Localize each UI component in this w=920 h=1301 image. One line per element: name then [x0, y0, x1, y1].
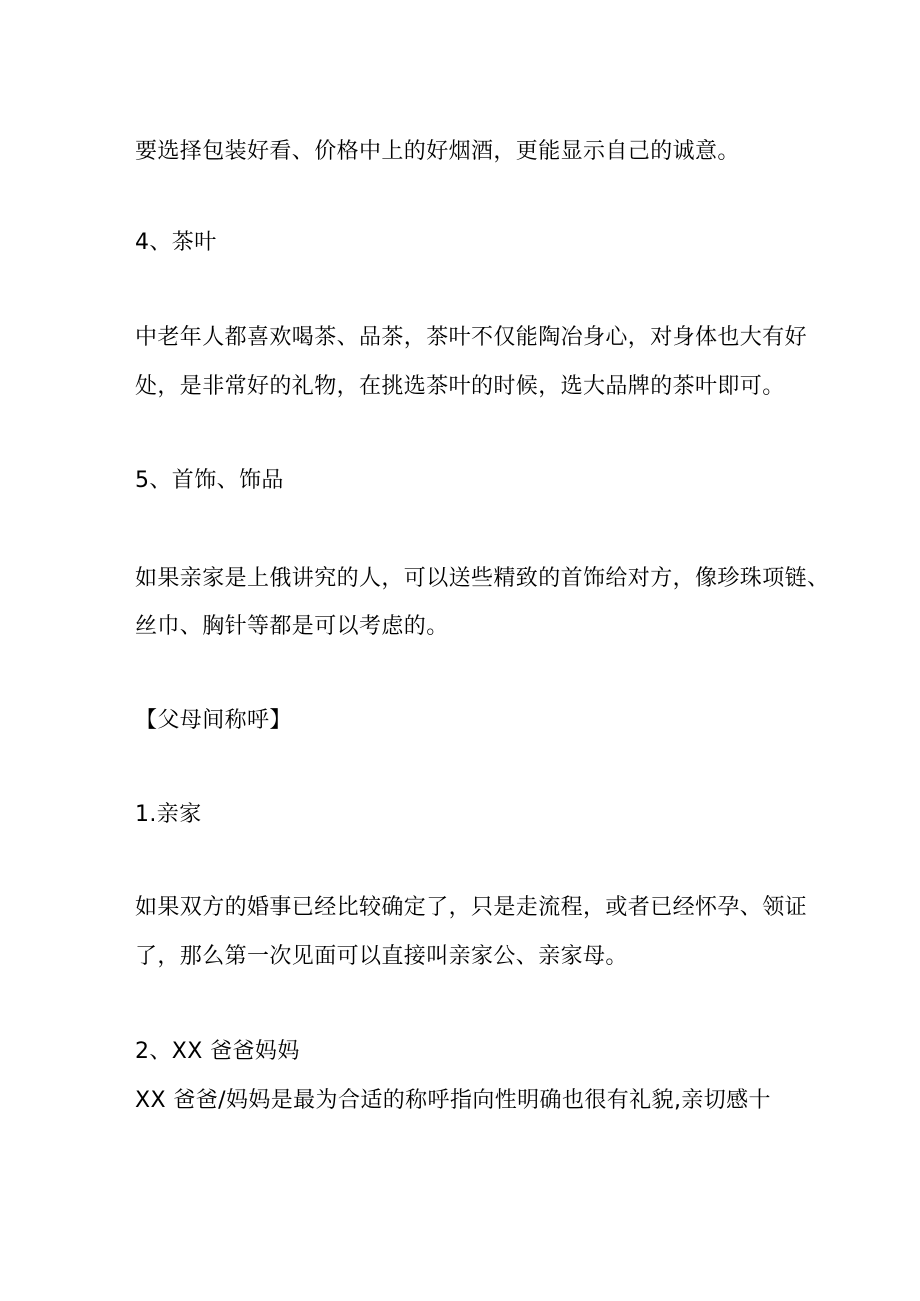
- paragraph-line: 如果亲家是上俄讲究的人，可以送些精致的首饰给对方，像珍珠项链、: [135, 566, 830, 591]
- paragraph-line: 处，是非常好的礼物，在挑选茶叶的时候，选大品牌的茶叶即可。: [135, 374, 785, 399]
- paragraph-line: 中老年人都喜欢喝茶、品茶，茶叶不仅能陶冶身心，对身体也大有好: [135, 325, 808, 350]
- section-heading-jewelry: 5、首饰、饰品: [135, 468, 284, 493]
- paragraph-line: 了，那么第一次见面可以直接叫亲家公、亲家母。: [135, 944, 628, 969]
- subheading-parents: 2、XX 爸爸妈妈: [135, 1039, 300, 1064]
- section-heading-address: 【父母间称呼】: [135, 708, 292, 733]
- subheading-in-laws: 1.亲家: [135, 802, 202, 827]
- paragraph-line: 丝巾、胸针等都是可以考虑的。: [135, 614, 449, 639]
- paragraph-line: 如果双方的婚事已经比较确定了，只是走流程，或者已经怀孕、领证: [135, 895, 808, 920]
- paragraph-line: XX 爸爸/妈妈是最为合适的称呼指向性明确也很有礼貌,亲切感十: [135, 1088, 771, 1113]
- section-heading-tea: 4、茶叶: [135, 230, 217, 255]
- paragraph-line: 要选择包装好看、价格中上的好烟酒，更能显示自己的诚意。: [135, 139, 740, 164]
